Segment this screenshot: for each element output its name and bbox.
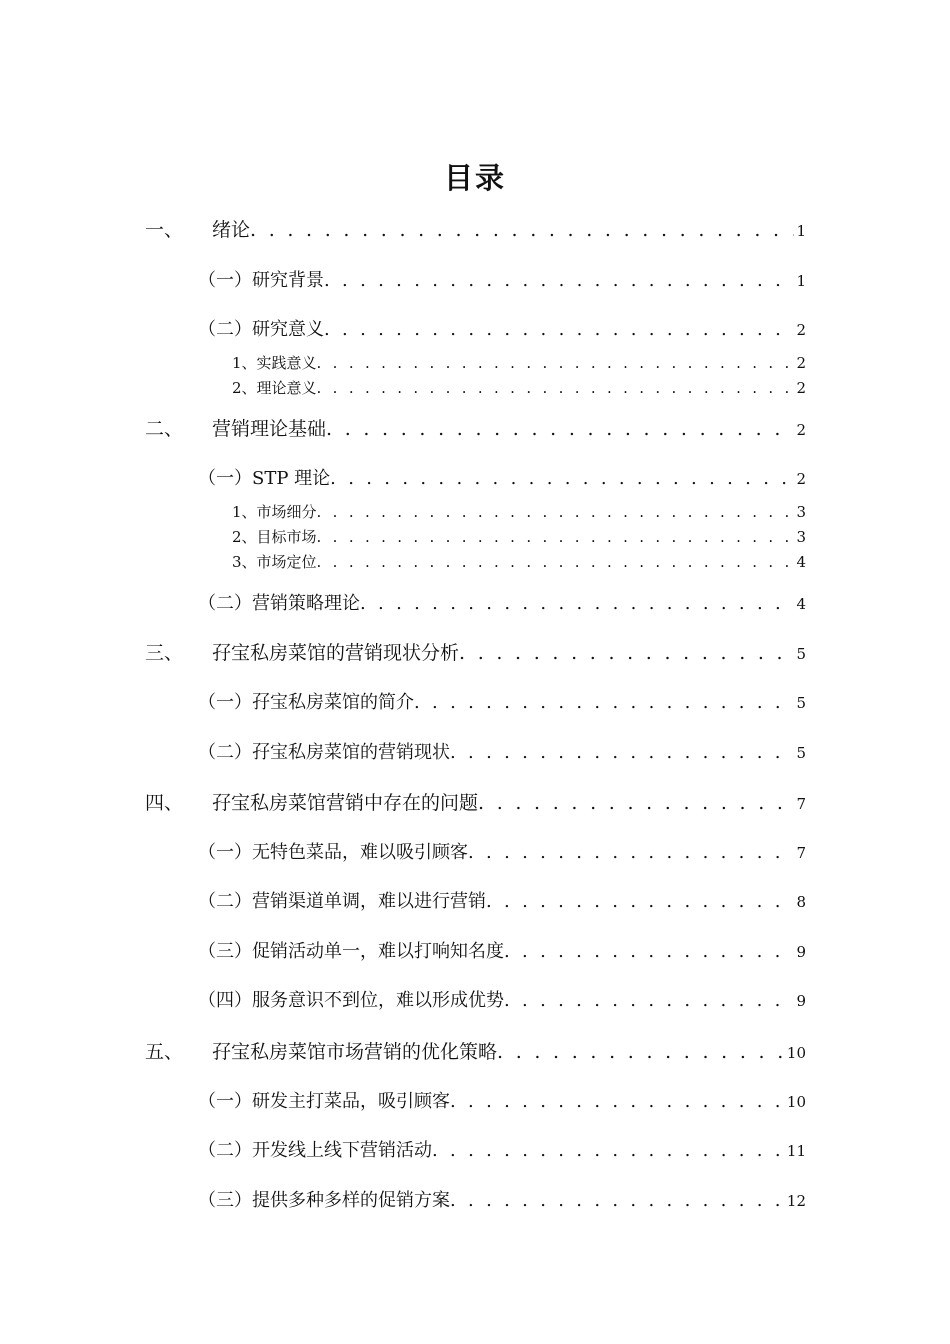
toc-entry[interactable] (145, 1037, 806, 1064)
toc-entry-page: 2 (796, 379, 806, 397)
dot-leader (317, 528, 795, 546)
toc-entry-page: 1 (796, 272, 806, 290)
toc-entry-page: 5 (796, 645, 806, 663)
toc-entry-page: 7 (796, 844, 806, 862)
dot-leader (450, 1091, 785, 1112)
page-title: 目录 (443, 161, 506, 195)
toc-entry[interactable] (198, 464, 806, 490)
toc-entry[interactable] (198, 266, 806, 292)
toc-entry[interactable] (232, 377, 806, 398)
dot-leader (360, 593, 794, 614)
toc-entry-page: 2 (796, 470, 806, 488)
toc-entry-page: 9 (796, 992, 806, 1010)
toc-entry-title: 2、理论意义 (232, 379, 317, 397)
toc-entry-title: 孖宝私房菜馆营销中存在的问题 (212, 792, 479, 814)
dot-leader (317, 354, 795, 372)
toc-entry-title: （三）提供多种多样的促销方案 (198, 1190, 450, 1211)
toc-entry[interactable] (145, 788, 806, 815)
dot-leader (478, 792, 794, 814)
toc-entry-title: （一）无特色菜品，难以吸引顾客 (198, 842, 468, 863)
toc-entry-page: 10 (786, 1044, 806, 1062)
dot-leader (317, 553, 795, 571)
dot-leader (486, 891, 794, 912)
toc-entry-page: 12 (786, 1192, 806, 1210)
toc-entry-title: （一）孖宝私房菜馆的简介 (198, 692, 414, 713)
dot-leader (504, 941, 794, 962)
toc-entry-title: 营销理论基础 (212, 418, 327, 440)
toc-entry[interactable] (198, 838, 806, 864)
dot-leader (324, 319, 794, 340)
toc-entry-title: 3、市场定位 (232, 553, 317, 571)
toc-entry-number: 四、 (145, 792, 184, 814)
toc-entry[interactable] (145, 215, 806, 242)
dot-leader (414, 692, 794, 713)
toc-entry[interactable] (198, 738, 806, 764)
toc-entry-number: 五、 (145, 1041, 184, 1063)
toc-entry-title: （二）研究意义 (198, 319, 324, 340)
toc-entry-title: 绪论 (212, 219, 251, 241)
toc-entry-page: 1 (796, 222, 806, 240)
toc-entry-title: （二）营销渠道单调，难以进行营销 (198, 891, 486, 912)
dot-leader (317, 379, 795, 397)
toc-entry-title: 1、实践意义 (232, 354, 317, 372)
dot-leader (317, 503, 795, 521)
toc-entry-title: （三）促销活动单一，难以打响知名度 (198, 941, 504, 962)
toc-entry-number: 二、 (145, 418, 184, 440)
dot-leader (330, 468, 794, 489)
dot-leader (497, 1041, 785, 1063)
toc-entry-page: 11 (786, 1142, 806, 1160)
dot-leader (504, 990, 794, 1011)
toc-entry-page: 4 (796, 595, 806, 613)
toc-entry-title: 孖宝私房菜馆的营销现状分析 (212, 642, 460, 664)
toc-entry-page: 3 (796, 503, 806, 521)
toc-entry-page: 9 (796, 943, 806, 961)
toc-entry[interactable] (198, 315, 806, 341)
toc-entry-title: 1、市场细分 (232, 503, 317, 521)
dot-leader (450, 1190, 785, 1211)
toc-entry-title: （一）STP 理论 (198, 468, 331, 489)
toc-entry[interactable] (232, 501, 806, 522)
toc-entry-page: 5 (796, 744, 806, 762)
toc-entry[interactable] (145, 414, 806, 441)
toc-entry[interactable] (232, 352, 806, 373)
toc-entry-title: （一）研究背景 (198, 270, 324, 291)
dot-leader (250, 219, 794, 241)
toc-entry-page: 7 (796, 795, 806, 813)
toc-entry-page: 10 (786, 1093, 806, 1111)
toc-entry[interactable] (232, 551, 806, 572)
toc-entry[interactable] (198, 1136, 806, 1162)
toc-entry-title: 2、目标市场 (232, 528, 317, 546)
toc-entry-page: 2 (796, 421, 806, 439)
dot-leader (326, 418, 794, 440)
toc-entry[interactable] (232, 526, 806, 547)
toc-entry-number: 三、 (145, 642, 184, 664)
toc-entry-page: 3 (796, 528, 806, 546)
toc-entry-title: （四）服务意识不到位，难以形成优势 (198, 990, 504, 1011)
toc-entry[interactable] (198, 986, 806, 1012)
toc-entry-title: 孖宝私房菜馆市场营销的优化策略 (212, 1041, 498, 1063)
toc-entry-number: 一、 (145, 219, 184, 241)
toc-entry[interactable] (145, 638, 806, 665)
toc-entry-page: 2 (796, 321, 806, 339)
toc-entry[interactable] (198, 688, 806, 714)
toc-entry-title: （二）营销策略理论 (198, 593, 360, 614)
toc-entry[interactable] (198, 937, 806, 963)
toc-entry[interactable] (198, 887, 806, 913)
toc-entry-page: 4 (796, 553, 806, 571)
dot-leader (450, 742, 794, 763)
toc-entry[interactable] (198, 589, 806, 615)
dot-leader (324, 270, 794, 291)
toc-entry-page: 5 (796, 694, 806, 712)
toc-entry-title: （二）孖宝私房菜馆的营销现状 (198, 742, 450, 763)
toc-entry-title: （一）研发主打菜品，吸引顾客 (198, 1091, 450, 1112)
dot-leader (459, 642, 794, 664)
toc-entry-page: 8 (796, 893, 806, 911)
dot-leader (432, 1140, 785, 1161)
toc-entry-page: 2 (796, 354, 806, 372)
toc-entry-title: （二）开发线上线下营销活动 (198, 1140, 432, 1161)
toc-entry[interactable] (198, 1186, 806, 1212)
toc-entry[interactable] (198, 1087, 806, 1113)
dot-leader (468, 842, 794, 863)
